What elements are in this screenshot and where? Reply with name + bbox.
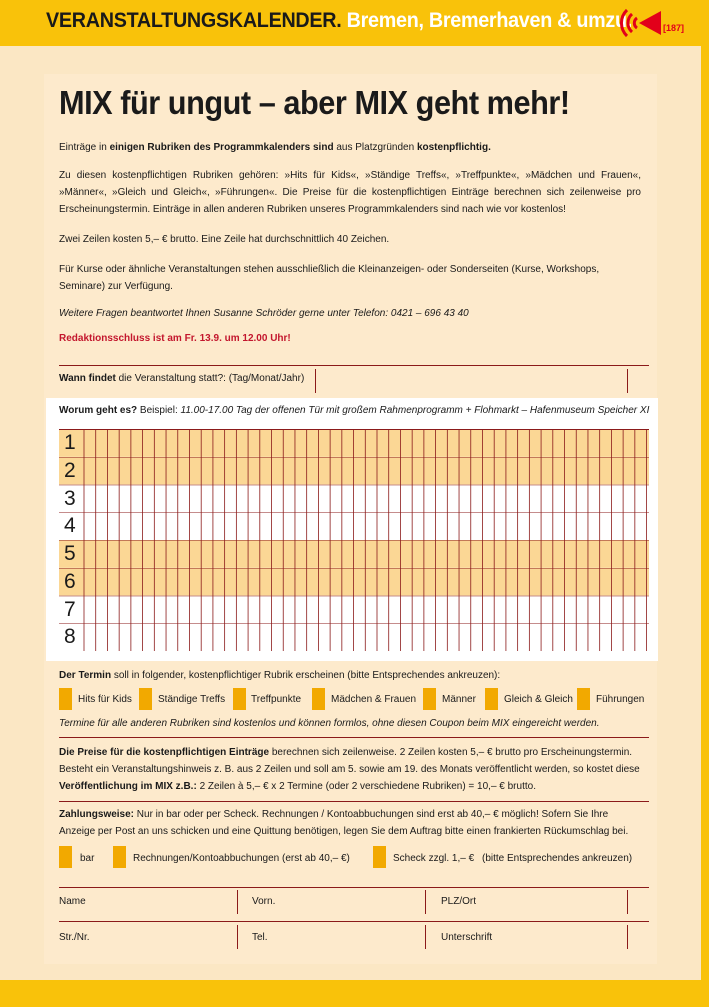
row-number: 7 [64,597,76,621]
header-subtitle: Bremen, Bremerhaven & umzu. [346,9,632,32]
category-treffpunkte: Treffpunkte [251,694,302,705]
plz-ort-field-label: PLZ/Ort [441,896,477,907]
divider [627,890,628,914]
divider [59,887,649,888]
description-grid[interactable] [59,429,649,651]
grid-row-stripe [59,568,649,596]
divider [59,737,649,738]
checkbox-staendige-treffs[interactable] [139,688,152,710]
divider [627,369,628,393]
divider [237,890,238,914]
signature-field-label: Unterschrift [441,932,493,943]
vorname-input[interactable] [280,890,420,916]
divider [59,921,649,922]
row-number: 8 [64,625,76,649]
intro-paragraph-2: Zu diesen kostenpflichtigen Rubriken gehören: »Hits für Kids«, »Ständige Treffs«, »Treffpunkte«, »Mädchen und Frauen«, »Männer«, »Gleich und Gleich«, »Führungen«. Die Preise für die kostenpflichtigen Einträge berechnen sich zeilenweise pro Erscheinungstermin. Einträge in allen anderen Rubriken unseres Programmkalenders sind nach wie vor kostenlos! [59,170,641,215]
row-number: 2 [64,458,76,482]
row-number: 5 [64,542,76,565]
row-number: 3 [64,486,76,510]
name-input[interactable] [64,890,232,916]
category-maenner: Männer [442,694,476,705]
checkbox-treffpunkte[interactable] [233,688,246,710]
date-input[interactable] [320,369,622,393]
page-title: MIX für ungut – aber MIX geht mehr! [59,84,570,121]
category-note: Termine für alle anderen Rubriken sind kostenlos und können formlos, ohne diesen Coupon beim MIX eingereicht werden. [59,718,600,729]
checkbox-hits-fuer-kids[interactable] [59,688,72,710]
intro-paragraph-1: Einträge in einigen Rubriken des Programmkalenders sind aus Platzgründen kostenpflichtig. [59,142,491,153]
divider [627,925,628,949]
divider [237,925,238,949]
payment-scheck-label: Scheck zzgl. 1,– € [393,853,475,864]
phone-field-label: Tel. [252,932,268,943]
payment-rechnung-label: Rechnungen/Kontoabbuchungen (erst ab 40,– €) [133,853,350,864]
grid-row-stripe [59,457,649,485]
header-title: VERANSTALTUNGSKALENDER. Bremen, Bremerhaven & umzu. [46,9,632,32]
street-field-label: Str./Nr. [59,932,90,943]
grid-row-stripe [59,429,649,457]
divider [425,925,426,949]
right-edge-bar [701,46,709,980]
description-label: Worum geht es? Beispiel: 11.00-17.00 Tag der offenen Tür mit großem Rahmenprogramm + Flohmarkt – Hafenmuseum Speicher XI [59,405,650,416]
date-field-label: Wann findet die Veranstaltung statt?: (Tag/Monat/Jahr) [59,373,305,384]
contact-info: Weitere Fragen beantwortet Ihnen Susanne Schröder gerne unter Telefon: 0421 – 696 43 40 [59,308,469,319]
row-number: 1 [64,431,76,454]
category-gleich-gleich: Gleich & Gleich [504,694,573,705]
divider [59,801,649,802]
street-input[interactable] [95,925,232,951]
intro-paragraph-3: Zwei Zeilen kosten 5,– € brutto. Eine Zeile hat durchschnittlich 40 Zeichen. [59,234,390,245]
payment-note: (bitte Entsprechendes ankreuzen) [482,853,633,864]
divider [59,365,649,366]
category-staendige-treffs: Ständige Treffs [158,694,226,705]
checkbox-rechnung[interactable] [113,846,126,868]
category-label: Der Termin soll in folgender, kostenpflichtiger Rubrik erscheinen (bitte Entsprechendes ankreuzen): [59,670,501,681]
divider [315,369,316,393]
category-hits-fuer-kids: Hits für Kids [78,694,132,705]
checkbox-gleich-gleich[interactable] [485,688,498,710]
category-fuehrungen: Führungen [596,694,645,705]
vorname-field-label: Vorn. [252,896,276,907]
payment-bar-label: bar [80,853,95,864]
checkbox-fuehrungen[interactable] [577,688,590,710]
checkbox-maenner[interactable] [423,688,436,710]
intro-paragraph-4: Für Kurse oder ähnliche Veranstaltungen stehen ausschließlich die Kleinanzeigen- oder Sonderseiten (Kurse, Workshops, Seminare) zur Verfügung. [59,264,600,292]
page-number: [187] [663,23,685,33]
payment-info: Zahlungsweise: Nur in bar oder per Scheck. Rechnungen / Kontoabbuchungen sind erst ab 40,– € möglich! Sofern Sie Ihre Anzeige per Post an uns schicken und eine Quittung benötigen, legen Sie dem Auftrag bitte einen frankierten Rückumschlag bei. [59,809,629,837]
phone-input[interactable] [275,925,420,951]
speaker-arrow-icon [617,6,661,40]
checkbox-bar[interactable] [59,846,72,868]
bottom-bar [0,980,709,1007]
deadline-notice: Redaktionsschluss ist am Fr. 13.9. um 12.00 Uhr! [59,333,291,344]
plz-ort-input[interactable] [480,890,622,916]
row-number: 6 [64,569,76,593]
category-maedchen-frauen: Mädchen & Frauen [331,694,417,705]
signature-input[interactable] [505,925,622,951]
name-field-label: Name [59,896,86,907]
checkbox-maedchen-frauen[interactable] [312,688,325,710]
divider [425,890,426,914]
row-number: 4 [64,514,76,538]
checkbox-scheck[interactable] [373,846,386,868]
price-info: Die Preise für die kostenpflichtigen Einträge berechnen sich zeilenweise. 2 Zeilen kosten 5,– € brutto pro Erscheinungstermin. Besteht ein Veranstaltungshinweis z. B. aus 2 Zeilen und soll am 5. sowie am 19. des Monats veröffentlicht werden, so kostet diese Veröffentlichung im MIX z.B.: 2 Zeilen à 5,– € x 2 Termine (oder 2 verschiedene Rubriken) = 10,– € brutto. [59,747,640,792]
grid-row-stripe [59,540,649,568]
